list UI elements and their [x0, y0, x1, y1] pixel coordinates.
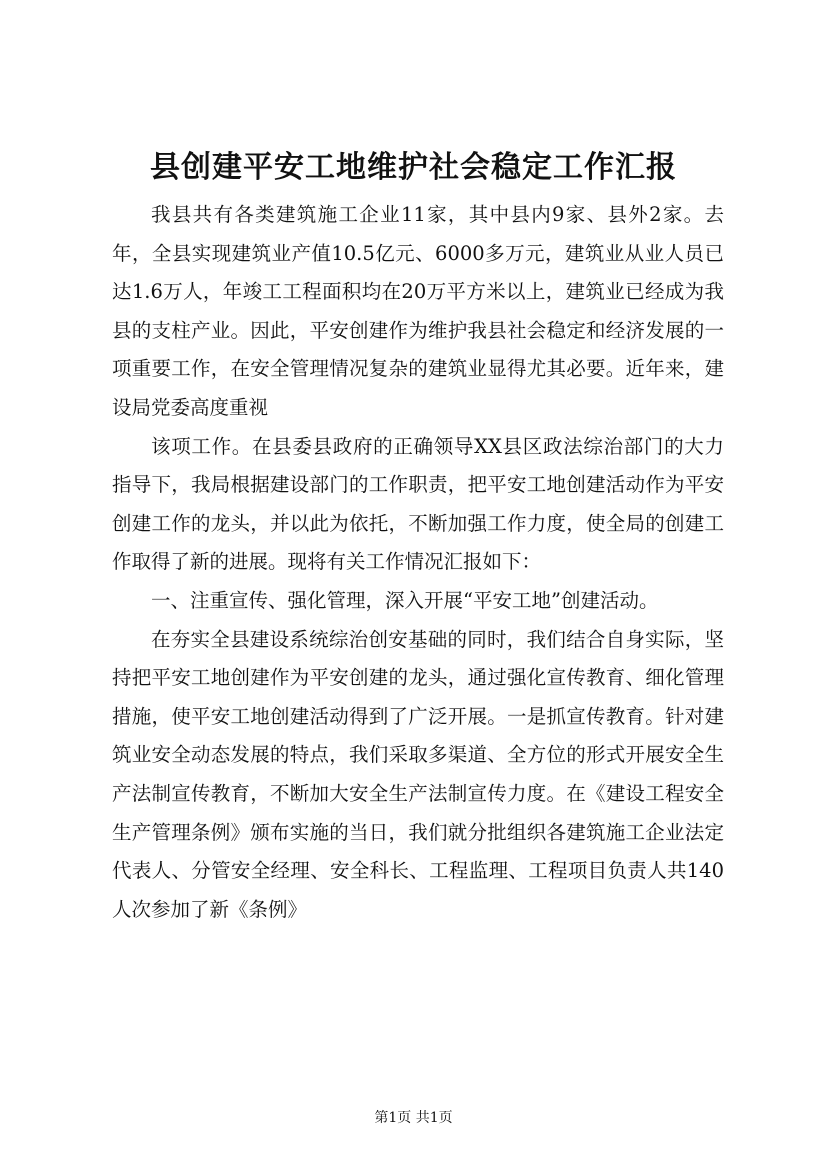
document-body: [112, 196, 724, 929]
paragraph-section-1: 在夯实全县建设系统综治创安基础的同时，我们结合自身实际，坚持把平安工地创建作为平安创建的龙头，通过强化宣传教育、细化管理措施，使平安工地创建活动得到了广泛开展。一是抓宣传教育。针对建筑业安全动态发展的特点，我们采取多渠道、全方位的形式开展安全生产法制宣传教育，不断加大安全生产法制宣传力度。在《建设工程安全生产管理条例》颁布实施的当日，我们就分批组织各建筑施工企业法定代表人、分管安全经理、安全科长、工程监理、工程项目负责人共140人次参加了新《条例》: [112, 627, 724, 921]
paragraph-overview: 该项工作。在县委县政府的正确领导XX县区政法综治部门的大力指导下，我局根据建设部门的工作职责，把平安工地创建活动作为平安创建工作的龙头，并以此为依托，不断加强工作力度，使全局的创建工作取得了新的进展。现将有关工作情况汇报如下：: [112, 434, 724, 574]
section-heading-1: 一、注重宣传、强化管理，深入开展“平安工地”创建活动。: [151, 588, 659, 612]
document-title: 县创建平安工地维护社会稳定工作汇报: [150, 150, 677, 185]
paragraph-intro: 我县共有各类建筑施工企业11家，其中县内9家、县外2家。去年，全县实现建筑业产值10.5亿元、6000多万元，建筑业从业人员已达1.6万人，年竣工工程面积均在20万平方米以上，建筑业已经成为我县的支柱产业。因此，平安创建作为维护我县社会稳定和经济发展的一项重要工作，在安全管理情况复杂的建筑业显得尤其必要。近年来，建设局党委高度重视: [112, 203, 724, 419]
page-footer: 第1页 共1页: [374, 1110, 453, 1126]
